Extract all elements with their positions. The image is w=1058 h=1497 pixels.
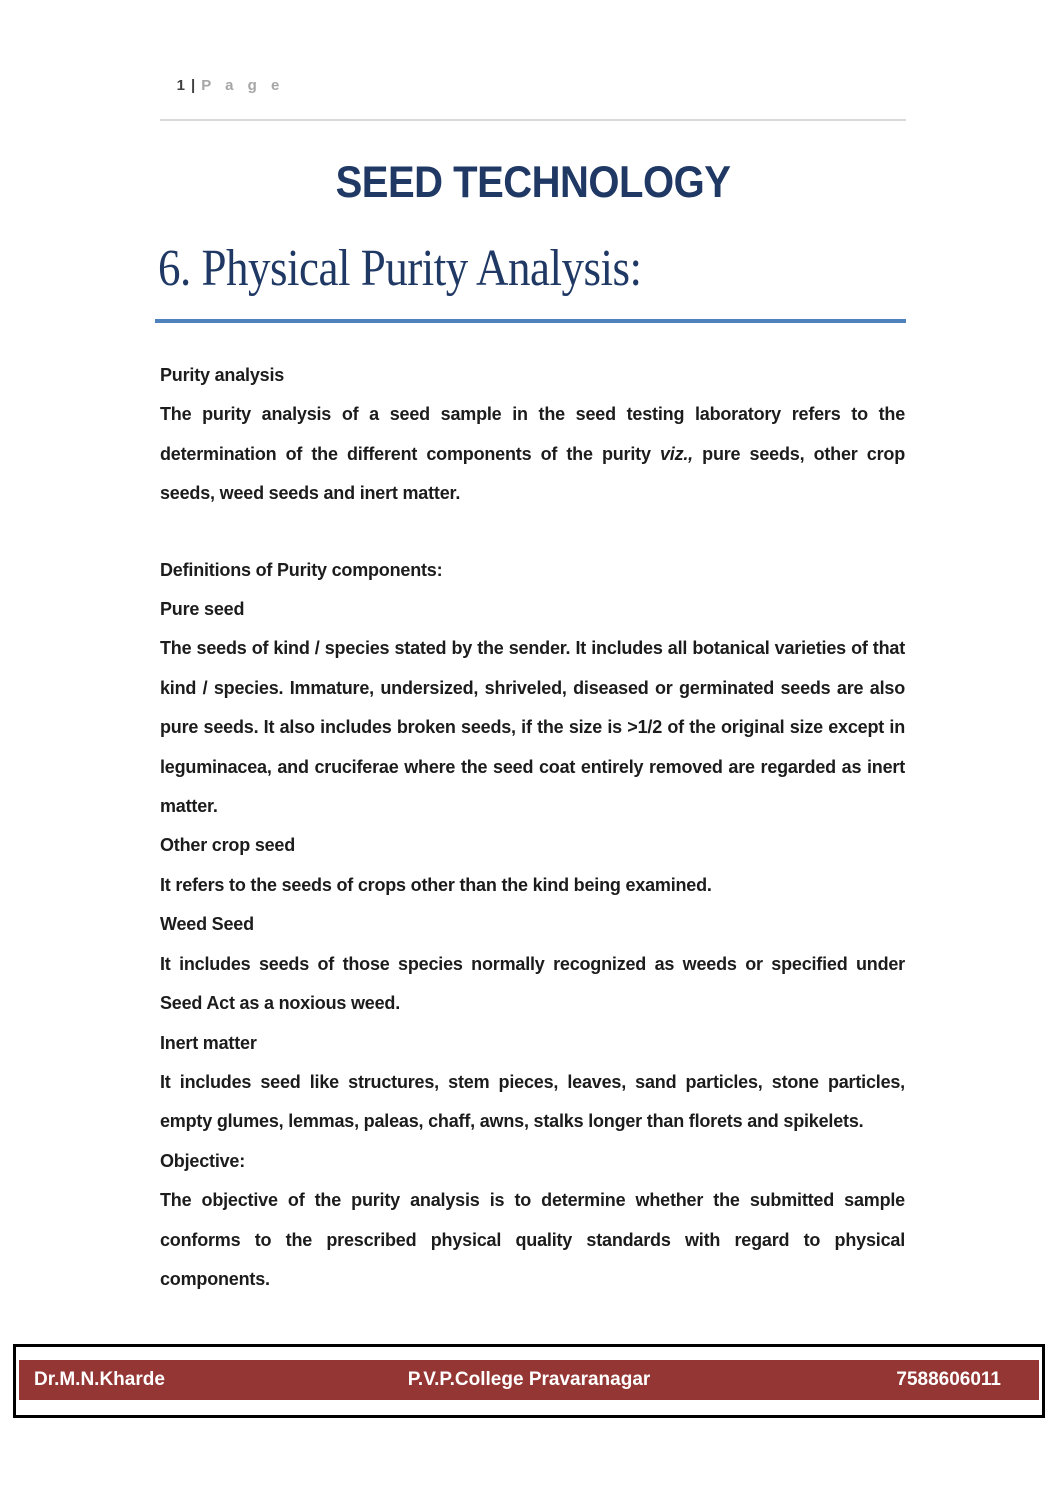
subheading-weed-seed: Weed Seed bbox=[160, 914, 254, 935]
page-word: P a g e bbox=[201, 77, 285, 94]
paragraph-objective: The objective of the purity analysis is to determine whether the submitted sample conforms to the prescribed physical quality standards with regard to physical components. bbox=[160, 1190, 905, 1289]
paragraph-weed-seed: It includes seeds of those species normally recognized as weeds or specified under Seed Act as a noxious weed. bbox=[160, 953, 905, 1014]
heading-divider-rule bbox=[155, 319, 906, 323]
subheading-inert-matter: Inert matter bbox=[160, 1032, 257, 1053]
subheading-definitions: Definitions of Purity components: bbox=[160, 559, 443, 580]
subheading-purity-analysis: Purity analysis bbox=[160, 365, 285, 385]
paragraph-italic-text: viz., bbox=[659, 443, 693, 464]
paragraph-purity-analysis bbox=[160, 395, 905, 513]
body-content bbox=[160, 356, 905, 1299]
page-number: 1 bbox=[176, 77, 186, 94]
page-footer bbox=[13, 1344, 1045, 1418]
paragraph-inert-matter: It includes seed like structures, stem pieces, leaves, sand particles, stone particles, empty glumes, lemmas, paleas, chaff, awns, stalks longer than florets and spikelets. bbox=[160, 1071, 905, 1132]
subheading-other-crop-seed: Other crop seed bbox=[160, 835, 296, 856]
subheading-pure-seed: Pure seed bbox=[160, 599, 245, 620]
paragraph-text: pure seeds, other crop seeds, weed seeds and inert matter. bbox=[160, 443, 905, 504]
paragraph-text: The purity analysis of a seed sample in the seed testing laboratory refers to the determination of the different components of the purity bbox=[160, 404, 905, 464]
page-number-separator: | bbox=[191, 77, 196, 94]
footer-phone: 7588606011 bbox=[896, 1369, 1001, 1390]
document-title: SEED TECHNOLOGY bbox=[335, 158, 731, 208]
running-header bbox=[160, 60, 906, 121]
paragraph-pure-seed: The seeds of kind / species stated by the sender. It includes all botanical varieties of that kind / species. Immature, undersized, shriveled, diseased or germinated seeds are also pure seeds. It also includes broken seeds, if the size is >1/2 of the original size except in leguminacea, and cruciferae where the seed coat entirely removed are regarded as inert matter. bbox=[160, 638, 905, 817]
subheading-objective: Objective: bbox=[160, 1150, 246, 1171]
section-heading: 6. Physical Purity Analysis: bbox=[158, 239, 642, 297]
footer-author: Dr.M.N.Kharde bbox=[34, 1369, 165, 1390]
footer-institution: P.V.P.College Pravaranagar bbox=[407, 1369, 651, 1390]
footer-bar bbox=[19, 1360, 1039, 1400]
blank-line bbox=[160, 514, 905, 551]
paragraph-other-crop-seed: It refers to the seeds of crops other than the kind being examined. bbox=[160, 874, 712, 895]
